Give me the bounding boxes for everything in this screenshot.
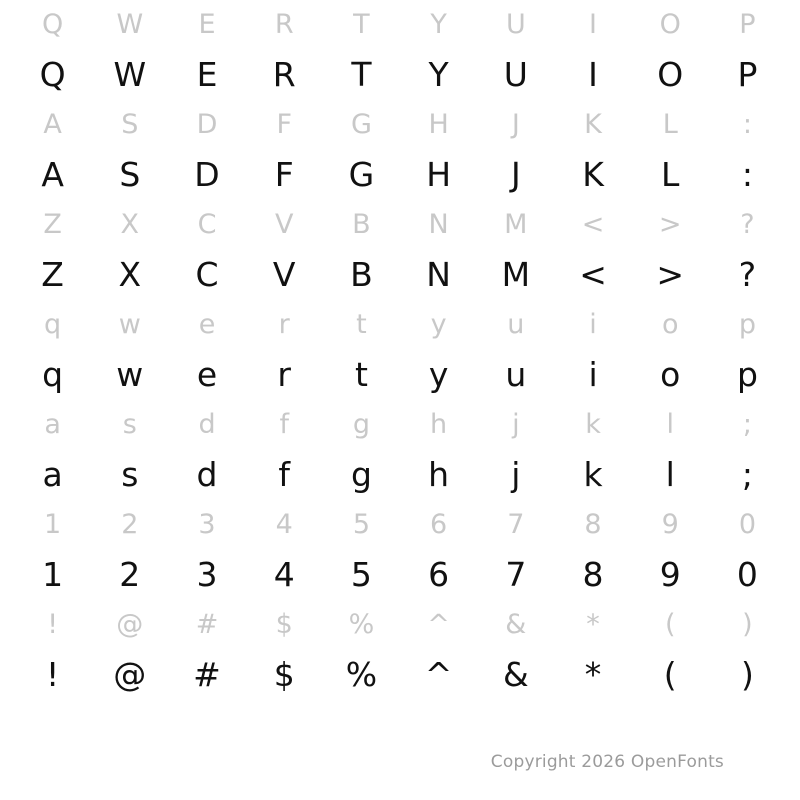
reference-character: 0 bbox=[738, 508, 757, 540]
glyph-character: ; bbox=[741, 454, 753, 494]
reference-row bbox=[0, 500, 800, 548]
glyph-character: s bbox=[121, 454, 139, 494]
glyph-character: q bbox=[42, 354, 64, 394]
glyph-character: % bbox=[345, 654, 378, 694]
glyph-character: f bbox=[278, 454, 291, 494]
glyph-row bbox=[0, 148, 800, 200]
reference-character: * bbox=[586, 608, 600, 640]
reference-character: S bbox=[121, 108, 139, 140]
reference-character: C bbox=[197, 208, 217, 240]
reference-character: ? bbox=[740, 208, 755, 240]
reference-character: Y bbox=[430, 8, 447, 40]
glyph-character: ! bbox=[45, 654, 60, 694]
reference-character: k bbox=[585, 408, 601, 440]
glyph-character: 3 bbox=[196, 554, 218, 594]
reference-character: s bbox=[122, 408, 137, 440]
reference-character: q bbox=[44, 308, 62, 340]
reference-character: d bbox=[198, 408, 216, 440]
reference-character: W bbox=[116, 8, 144, 40]
reference-character: V bbox=[274, 208, 294, 240]
glyph-character: j bbox=[511, 454, 521, 494]
glyph-character: t bbox=[354, 354, 368, 394]
glyph-character: V bbox=[272, 254, 296, 294]
reference-character: B bbox=[352, 208, 371, 240]
reference-character: D bbox=[196, 108, 218, 140]
glyph-row bbox=[0, 348, 800, 400]
glyph-character: I bbox=[588, 54, 598, 94]
reference-character: E bbox=[198, 8, 216, 40]
reference-character: ) bbox=[742, 608, 753, 640]
glyph-character: & bbox=[502, 654, 529, 694]
glyph-character: X bbox=[118, 254, 142, 294]
reference-character: X bbox=[120, 208, 140, 240]
glyph-character: h bbox=[428, 454, 450, 494]
glyph-character: R bbox=[272, 54, 296, 94]
glyph-character: 9 bbox=[659, 554, 681, 594]
reference-character: 9 bbox=[661, 508, 679, 540]
glyph-character: ) bbox=[740, 654, 754, 694]
reference-character: > bbox=[658, 208, 682, 240]
glyph-character: F bbox=[274, 154, 294, 194]
glyph-character: N bbox=[426, 254, 451, 294]
reference-character: 4 bbox=[275, 508, 293, 540]
glyph-character: : bbox=[741, 154, 753, 194]
reference-row bbox=[0, 600, 800, 648]
reference-character: a bbox=[44, 408, 61, 440]
reference-character: 7 bbox=[507, 508, 525, 540]
reference-character: & bbox=[505, 608, 527, 640]
reference-character: O bbox=[659, 8, 681, 40]
glyph-character: O bbox=[657, 54, 684, 94]
reference-character: % bbox=[348, 608, 375, 640]
glyph-character: $ bbox=[273, 654, 295, 694]
reference-character: p bbox=[738, 308, 756, 340]
glyph-character: 0 bbox=[736, 554, 758, 594]
reference-character: 5 bbox=[352, 508, 370, 540]
reference-character: N bbox=[428, 208, 449, 240]
glyph-character: # bbox=[193, 654, 221, 694]
reference-character: U bbox=[505, 8, 526, 40]
glyph-character: 2 bbox=[119, 554, 141, 594]
reference-character: # bbox=[195, 608, 219, 640]
reference-character: o bbox=[661, 308, 679, 340]
glyph-character: l bbox=[665, 454, 675, 494]
reference-character: @ bbox=[116, 608, 144, 640]
glyph-character: U bbox=[503, 54, 528, 94]
glyph-character: 5 bbox=[350, 554, 372, 594]
reference-character: h bbox=[430, 408, 448, 440]
reference-character: Q bbox=[41, 8, 64, 40]
glyph-character: e bbox=[196, 354, 218, 394]
reference-character: H bbox=[428, 108, 449, 140]
reference-character: 1 bbox=[44, 508, 62, 540]
reference-row bbox=[0, 300, 800, 348]
reference-character: 8 bbox=[584, 508, 602, 540]
glyph-character: u bbox=[505, 354, 527, 394]
reference-row bbox=[0, 400, 800, 448]
reference-character: j bbox=[512, 408, 520, 440]
glyph-character: 6 bbox=[428, 554, 450, 594]
glyph-character: @ bbox=[113, 654, 147, 694]
glyph-character: C bbox=[195, 254, 219, 294]
reference-character: ^ bbox=[427, 608, 450, 640]
glyph-character: J bbox=[510, 154, 521, 194]
reference-character: $ bbox=[275, 608, 293, 640]
glyph-character: S bbox=[119, 154, 141, 194]
reference-row bbox=[0, 200, 800, 248]
reference-character: u bbox=[507, 308, 525, 340]
reference-character: w bbox=[118, 308, 141, 340]
reference-character: G bbox=[350, 108, 372, 140]
glyph-character: L bbox=[661, 154, 680, 194]
glyph-row bbox=[0, 648, 800, 700]
reference-row bbox=[0, 0, 800, 48]
glyph-character: D bbox=[194, 154, 220, 194]
glyph-character: A bbox=[41, 154, 64, 194]
copyright-notice: Copyright 2026 OpenFonts bbox=[490, 752, 724, 772]
reference-character: f bbox=[279, 408, 289, 440]
reference-character: T bbox=[353, 8, 370, 40]
reference-character: A bbox=[43, 108, 62, 140]
glyph-character: Y bbox=[428, 54, 449, 94]
glyph-character: 4 bbox=[273, 554, 295, 594]
reference-character: J bbox=[511, 108, 520, 140]
reference-character: Z bbox=[43, 208, 62, 240]
reference-character: 6 bbox=[430, 508, 448, 540]
glyph-character: Z bbox=[41, 254, 64, 294]
reference-character: y bbox=[430, 308, 447, 340]
glyph-character: a bbox=[42, 454, 63, 494]
reference-character: g bbox=[352, 408, 370, 440]
glyph-character: ^ bbox=[424, 654, 453, 694]
reference-character: e bbox=[198, 308, 216, 340]
glyph-character: G bbox=[348, 154, 375, 194]
glyph-character: Q bbox=[39, 54, 66, 94]
glyph-character: g bbox=[350, 454, 372, 494]
glyph-row bbox=[0, 48, 800, 100]
reference-character: 3 bbox=[198, 508, 216, 540]
glyph-character: i bbox=[588, 354, 598, 394]
glyph-character: w bbox=[116, 354, 144, 394]
glyph-character: ( bbox=[663, 654, 677, 694]
glyph-character: 8 bbox=[582, 554, 604, 594]
glyph-row bbox=[0, 448, 800, 500]
glyph-character: 7 bbox=[505, 554, 527, 594]
reference-character: M bbox=[504, 208, 528, 240]
glyph-row bbox=[0, 248, 800, 300]
glyph-character: W bbox=[113, 54, 147, 94]
glyph-character: o bbox=[660, 354, 681, 394]
glyph-character: k bbox=[583, 454, 603, 494]
reference-character: ( bbox=[664, 608, 676, 640]
reference-character: ! bbox=[47, 608, 59, 640]
glyph-character: * bbox=[584, 654, 602, 694]
reference-character: ; bbox=[742, 408, 752, 440]
reference-character: F bbox=[276, 108, 292, 140]
glyph-character: E bbox=[196, 54, 218, 94]
reference-character: P bbox=[739, 8, 756, 40]
glyph-character: B bbox=[350, 254, 373, 294]
glyph-character: M bbox=[501, 254, 531, 294]
reference-character: : bbox=[742, 108, 752, 140]
glyph-character: T bbox=[351, 54, 372, 94]
reference-character: I bbox=[589, 8, 597, 40]
reference-character: l bbox=[666, 408, 674, 440]
reference-character: 2 bbox=[121, 508, 139, 540]
reference-character: t bbox=[356, 308, 367, 340]
reference-character: L bbox=[662, 108, 678, 140]
glyph-character: r bbox=[277, 354, 291, 394]
glyph-character: 1 bbox=[42, 554, 64, 594]
glyph-row bbox=[0, 548, 800, 600]
glyph-character: p bbox=[736, 354, 758, 394]
reference-character: i bbox=[589, 308, 597, 340]
glyph-character: y bbox=[428, 354, 449, 394]
reference-row bbox=[0, 100, 800, 148]
glyph-character: < bbox=[579, 254, 607, 294]
glyph-character: > bbox=[656, 254, 685, 294]
glyph-character: P bbox=[737, 54, 758, 94]
reference-character: K bbox=[584, 108, 602, 140]
glyph-character: d bbox=[196, 454, 218, 494]
glyph-character: K bbox=[582, 154, 604, 194]
glyph-character: ? bbox=[738, 254, 757, 294]
glyph-character: H bbox=[426, 154, 452, 194]
reference-character: R bbox=[274, 8, 294, 40]
reference-character: < bbox=[581, 208, 605, 240]
reference-character: r bbox=[278, 308, 290, 340]
